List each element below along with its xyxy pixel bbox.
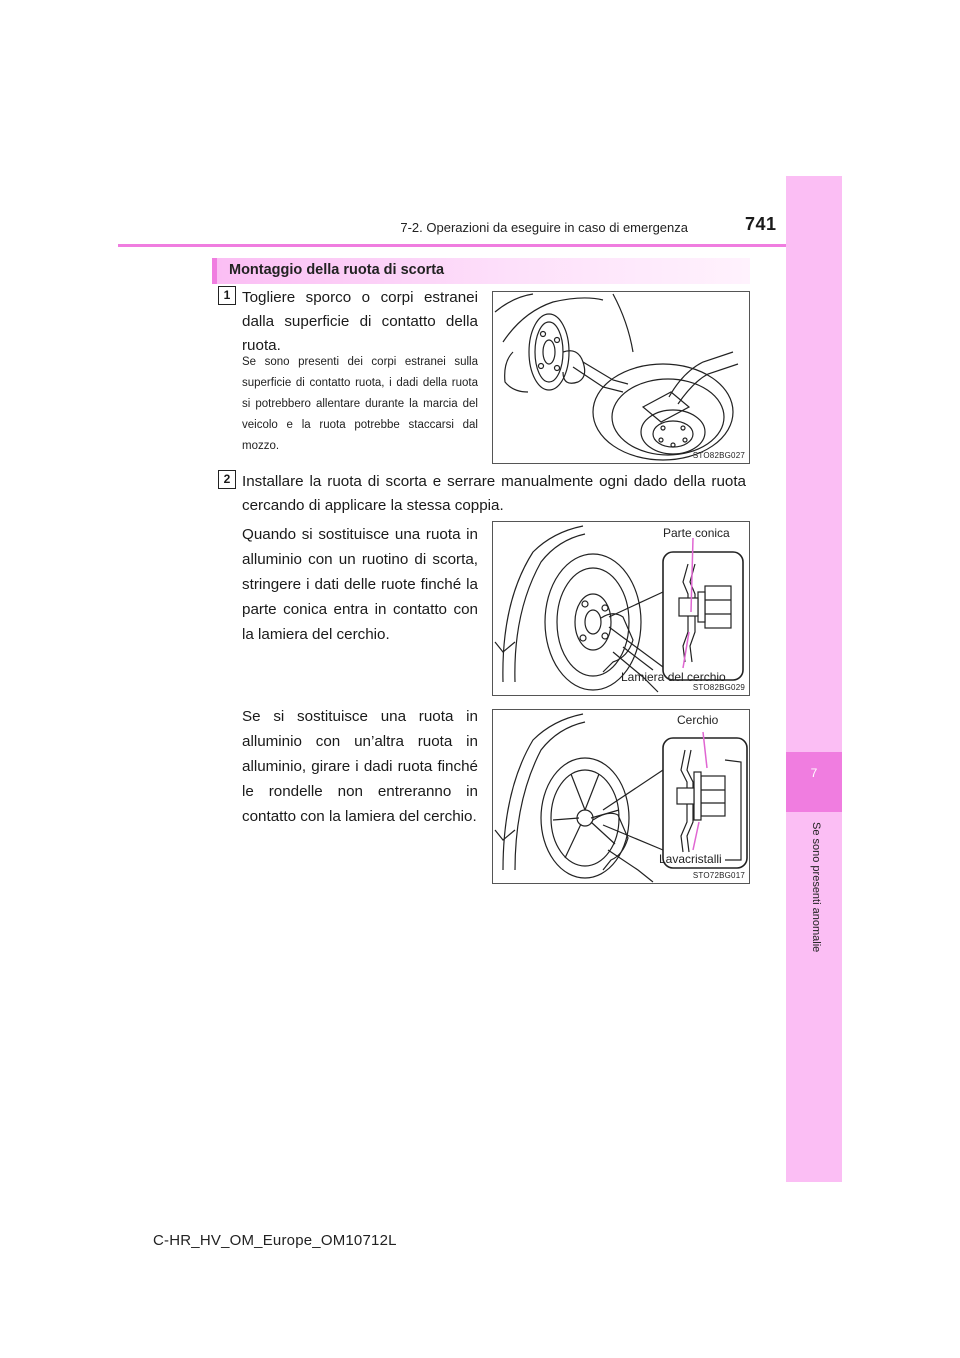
figure-alloy-wheel-washer <box>492 709 750 884</box>
callout-cerchio: Cerchio <box>677 713 719 727</box>
step-2-text: Installare la ruota di scorta e serrare manualmente ogni dado della ruota cercando di applicare la stessa coppia. <box>242 473 746 514</box>
callout-lamiera-cerchio: Lamiera del cerchio <box>621 670 726 684</box>
step-2-badge: 2 <box>218 470 236 489</box>
figure-conical-nut <box>492 521 750 696</box>
section-heading <box>212 258 750 284</box>
chapter-tab-marker <box>786 752 842 812</box>
figure-2-code: STO82BG029 <box>692 683 745 692</box>
figure-1-code: STO82BG027 <box>692 451 745 460</box>
chapter-tab-label: Se sono presenti anomalie <box>810 822 822 953</box>
step-2-sub-b: Se si sostituisce una ruota in alluminio con un’altra ruota in alluminio, girare i dadi ruota finché le rondelle non entreranno in contatto con la lamiera del cerchio. <box>242 708 478 825</box>
chapter-tab-number: 7 <box>810 766 818 780</box>
section-heading-text: Montaggio della ruota di scorta <box>229 262 445 278</box>
chapter-title: 7-2. Operazioni da eseguire in caso di emergenza <box>400 220 688 235</box>
callout-lavacristalli: Lavacristalli <box>659 852 722 866</box>
hub-cleaning-illustration <box>493 292 749 463</box>
step-1-note: Se sono presenti dei corpi estranei sulla superficie di contatto ruota, i dadi della ruota si potrebbero allentare durante la marcia del veicolo e la ruota potrebbe staccarsi dal mozzo. <box>242 356 478 452</box>
figure-3-code: STO72BG017 <box>692 871 745 880</box>
page-number: 741 <box>745 214 777 234</box>
header-divider <box>118 244 786 247</box>
document-code: C-HR_HV_OM_Europe_OM10712L <box>153 1232 397 1249</box>
figure-clean-hub-surface <box>492 291 750 464</box>
callout-parte-conica: Parte conica <box>663 526 730 540</box>
chapter-side-tab[interactable] <box>786 176 842 1182</box>
step-2-sub-a: Quando si sostituisce una ruota in alluminio con un ruotino di scorta, stringere i dati delle ruote finché la parte conica entra in contatto con la lamiera del cerchio. <box>242 526 478 643</box>
step-1-text: Togliere sporco o corpi estranei dalla superficie di contatto della ruota. <box>242 289 478 354</box>
step-1-badge: 1 <box>218 286 236 305</box>
